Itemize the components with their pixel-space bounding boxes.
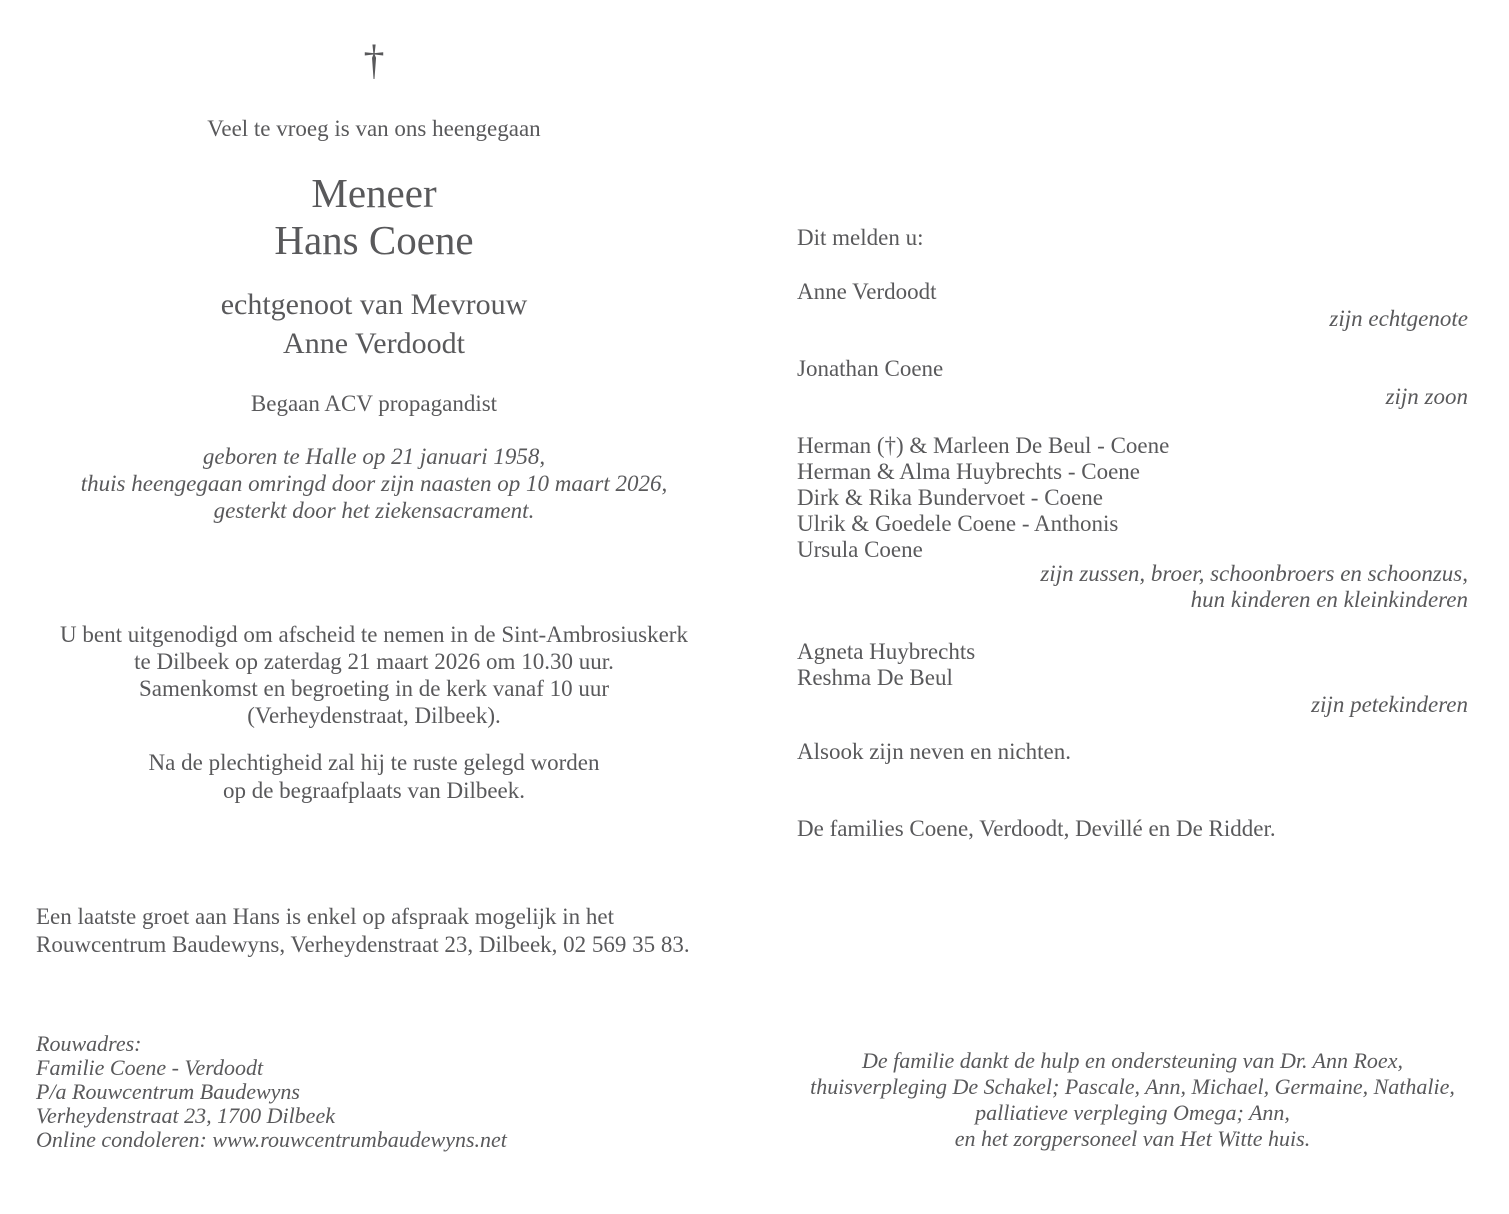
spouse-name: Anne Verdoodt [283, 327, 465, 360]
mourning-address-center: P/a Rouwcentrum Baudewyns [36, 1079, 300, 1104]
sibling-entry: Ursula Coene [797, 537, 923, 562]
invitation-line-4: (Verheydenstraat, Dilbeek). [247, 703, 501, 728]
siblings-relation [797, 561, 1468, 613]
deceased-name-block [36, 170, 712, 264]
death-line: thuis heengegaan omringd door zijn naasten op 10 maart 2026, [80, 471, 668, 496]
son-name: Jonathan Coene [797, 356, 944, 381]
last-greeting-block [36, 903, 712, 959]
burial-block [36, 749, 712, 805]
siblings-list [797, 433, 1468, 563]
acknowledgement-line-3: palliatieve verpleging Omega; Ann, [975, 1100, 1290, 1125]
godchild-entry: Reshma De Beul [797, 665, 953, 690]
life-dates-block [36, 443, 712, 524]
acknowledgement-line-4: en het zorgpersoneel van Het Witte huis. [954, 1126, 1311, 1151]
invitation-line-1: U bent uitgenodigd om afscheid te nemen in de Sint-Ambrosiuskerk [60, 622, 688, 647]
deceased-title: Meneer [311, 170, 437, 216]
birth-line: geboren te Halle op 21 januari 1958, [202, 444, 546, 469]
godchildren-relation: zijn petekinderen [1311, 692, 1468, 717]
siblings-relation-line-2: hun kinderen en kleinkinderen [1190, 587, 1468, 612]
godchild-entry: Agneta Huybrechts [797, 639, 976, 664]
wife-name: Anne Verdoodt [797, 279, 937, 304]
intro-line: Veel te vroeg is van ons heengegaan [207, 116, 541, 141]
invitation-line-3: Samenkomst en begroeting in de kerk vanaf 10 uur [138, 676, 610, 701]
siblings-relation-line-1: zijn zussen, broer, schoonbroers en schoonzus, [1040, 561, 1468, 586]
acknowledgement-line-1: De familie dankt de hulp en ondersteuning van Dr. Ann Roex, [862, 1048, 1403, 1073]
greeting-line-2: Rouwcentrum Baudewyns, Verheydenstraat 23, Dilbeek, 02 569 35 83. [36, 932, 690, 957]
acknowledgement-block [797, 1048, 1468, 1152]
mourning-address-family: Familie Coene - Verdoodt [36, 1055, 264, 1080]
sibling-entry: Herman & Alma Huybrechts - Coene [797, 459, 1140, 484]
sacrament-line: gesterkt door het ziekensacrament. [213, 498, 535, 523]
nephews-nieces-line: Alsook zijn neven en nichten. [797, 739, 1072, 764]
online-condolence-url: Online condoleren: www.rouwcentrumbaudewyns.net [36, 1127, 507, 1152]
deceased-name: Hans Coene [274, 217, 474, 263]
sibling-entry: Dirk & Rika Bundervoet - Coene [797, 485, 1103, 510]
godchildren-list [797, 639, 1468, 691]
families-line: De families Coene, Verdoodt, Devillé en De Ridder. [797, 816, 1276, 841]
spouse-prefix: echtgenoot van Mevrouw [220, 288, 528, 321]
mourning-address-label: Rouwadres: [36, 1031, 142, 1056]
sibling-entry: Ulrik & Goedele Coene - Anthonis [797, 511, 1119, 536]
cross-icon: † [363, 38, 385, 84]
invitation-block [36, 621, 712, 729]
mourning-address-street: Verheydenstraat 23, 1700 Dilbeek [36, 1103, 335, 1128]
burial-line-2: op de begraafplaats van Dilbeek. [222, 778, 526, 803]
son-relation: zijn zoon [1385, 384, 1468, 409]
acknowledgement-line-2: thuisverpleging De Schakel; Pascale, Ann, Michael, Germaine, Nathalie, [810, 1074, 1455, 1099]
spouse-block [36, 285, 712, 363]
burial-line-1: Na de plechtigheid zal hij te ruste gelegd worden [148, 750, 600, 775]
mourning-address-block [36, 1032, 712, 1152]
wife-relation: zijn echtgenote [1329, 306, 1468, 331]
announcement-line: Dit melden u: [797, 225, 924, 250]
occupation-line: Begaan ACV propagandist [250, 391, 498, 416]
greeting-line-1: Een laatste groet aan Hans is enkel op afspraak mogelijk in het [36, 904, 614, 929]
invitation-line-2: te Dilbeek op zaterdag 21 maart 2026 om 10.30 uur. [134, 649, 614, 674]
sibling-entry: Herman (†) & Marleen De Beul - Coene [797, 433, 1170, 458]
